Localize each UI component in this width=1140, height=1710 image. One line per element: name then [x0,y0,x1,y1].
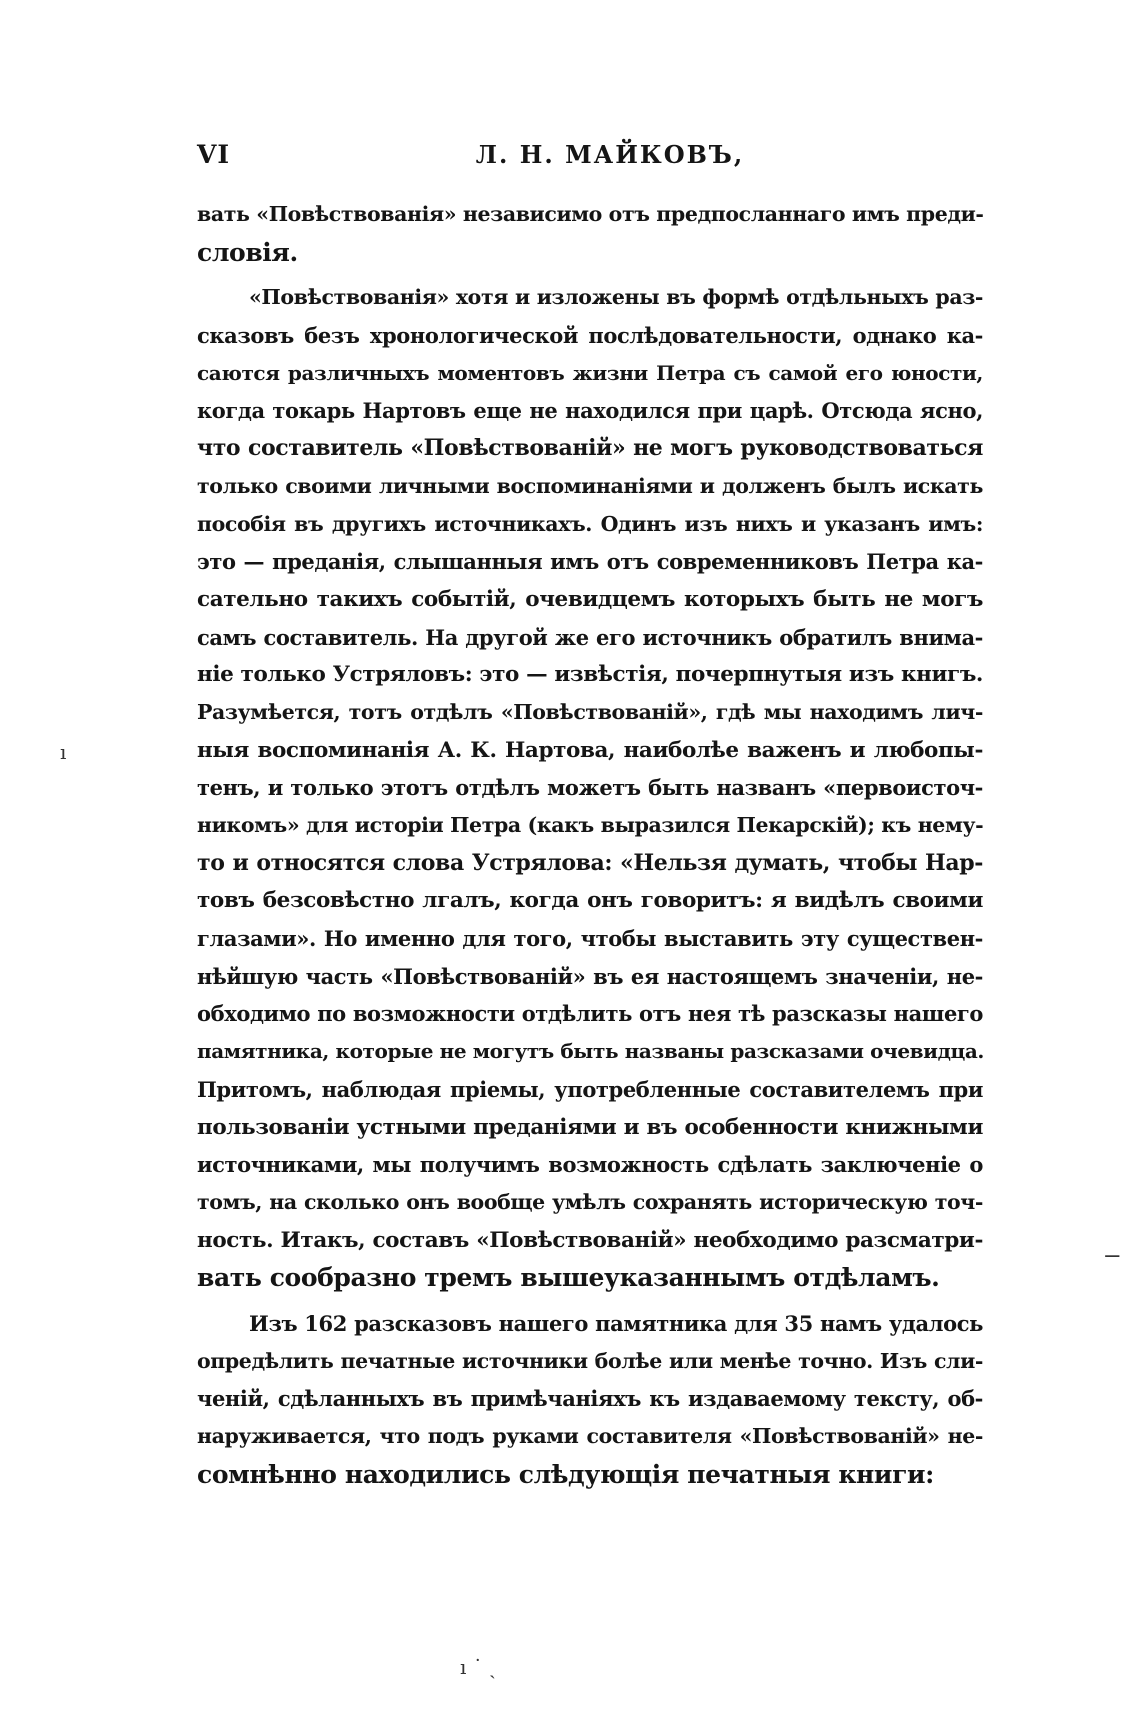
running-head: Л. Н. МАЙКОВЪ, [475,140,745,169]
text-line: когда токарь Нартовъ еще не находился при царѣ. Отсюда ясно, [197,398,983,424]
text-line: памятника, которые не могутъ быть названы разсказами очевидца. [197,1039,984,1064]
text-line: обходимо по возможности отдѣлить отъ нея тѣ разсказы нашего [197,1001,983,1027]
paragraph [197,279,983,1297]
text-line: нѣйшую часть «Повѣствованій» въ ея настоящемъ значеніи, не- [197,963,983,989]
page-header [197,140,983,180]
text-line: что составитель «Повѣствованій» не могъ руководствоваться [197,435,983,462]
text-line: самъ составитель. На другой же его источникъ обратилъ внима- [197,624,983,650]
text-line: Притомъ, наблюдая пріемы, употребленные составителемъ при [197,1076,983,1102]
text-line: источниками, мы получимъ возможность сдѣлать заключеніе о [197,1152,983,1178]
text-line: ность. Итакъ, составъ «Повѣствованій» необходимо разсматри- [197,1227,983,1253]
text-line: опредѣлить печатные источники болѣе или менѣе точно. Изъ сли- [197,1348,983,1373]
text-line: пользованіи устными преданіями и въ особенности книжными [197,1114,983,1140]
scan-speck: ı [60,740,67,764]
text-line: ченій, сдѣланныхъ въ примѣчаніяхъ къ издаваемому тексту, об- [197,1386,983,1412]
text-line: томъ, на сколько онъ вообще умѣлъ сохранять историческую точ- [197,1189,983,1214]
text-line: только своими личными воспоминаніями и долженъ былъ искать [197,473,983,498]
text-line: Изъ 162 разсказовъ нашего памятника для 35 намъ удалось [249,1310,983,1336]
scan-speck: ‒ [1104,1240,1121,1270]
text-line: Разумѣется, тотъ отдѣлъ «Повѣствованій», гдѣ мы находимъ лич- [197,699,983,724]
body-text [197,196,983,1493]
text-line: ніе только Устряловъ: это — извѣстія, почерпнутыя изъ книгъ. [197,662,983,688]
text-line: ныя воспоминанія А. К. Нартова, наиболѣе важенъ и любопы- [197,737,983,763]
text-line: саются различныхъ моментовъ жизни Петра съ самой его юности, [197,360,983,385]
text-line: «Повѣствованія» хотя и изложены въ формѣ отдѣльныхъ раз- [249,285,983,310]
text-line: сомнѣнно находились слѣдующія печатныя книги: [197,1459,934,1489]
text-line: никомъ» для исторіи Петра (какъ выразился Пекарскій); къ нему- [197,813,984,837]
text-line: глазами». Но именно для того, чтобы выставить эту существен- [197,926,983,952]
text-line: тенъ, и только этотъ отдѣлъ можетъ быть названъ «первоисточ- [197,775,983,801]
page-number: VI [197,140,231,169]
text-line: вать сообразно тремъ вышеуказаннымъ отдѣламъ. [197,1263,940,1293]
text-line: пособія въ другихъ источникахъ. Одинъ изъ нихъ и указанъ имъ: [197,511,983,536]
text-line: словія. [197,237,298,267]
paragraph [197,1305,983,1493]
text-line: наруживается, что подъ руками составителя «Повѣствованій» не- [197,1424,983,1448]
paragraph [197,196,983,271]
text-line: это — преданія, слышанныя имъ отъ современниковъ Петра ка- [197,549,983,575]
text-line: сательно такихъ событій, очевидцемъ которыхъ быть не могъ [197,586,983,612]
text-line: товъ безсовѣстно лгалъ, когда онъ говоритъ: я видѣлъ своими [197,888,983,914]
scan-speck: ı ˙ ˎ [460,1655,496,1679]
text-line: вать «Повѣствованія» независимо отъ предпосланнаго имъ преди- [197,202,984,226]
text-line: сказовъ безъ хронологической послѣдовательности, однако ка- [197,323,983,349]
text-line: то и относятся слова Устрялова: «Нельзя думать, чтобы Нар- [197,849,983,876]
